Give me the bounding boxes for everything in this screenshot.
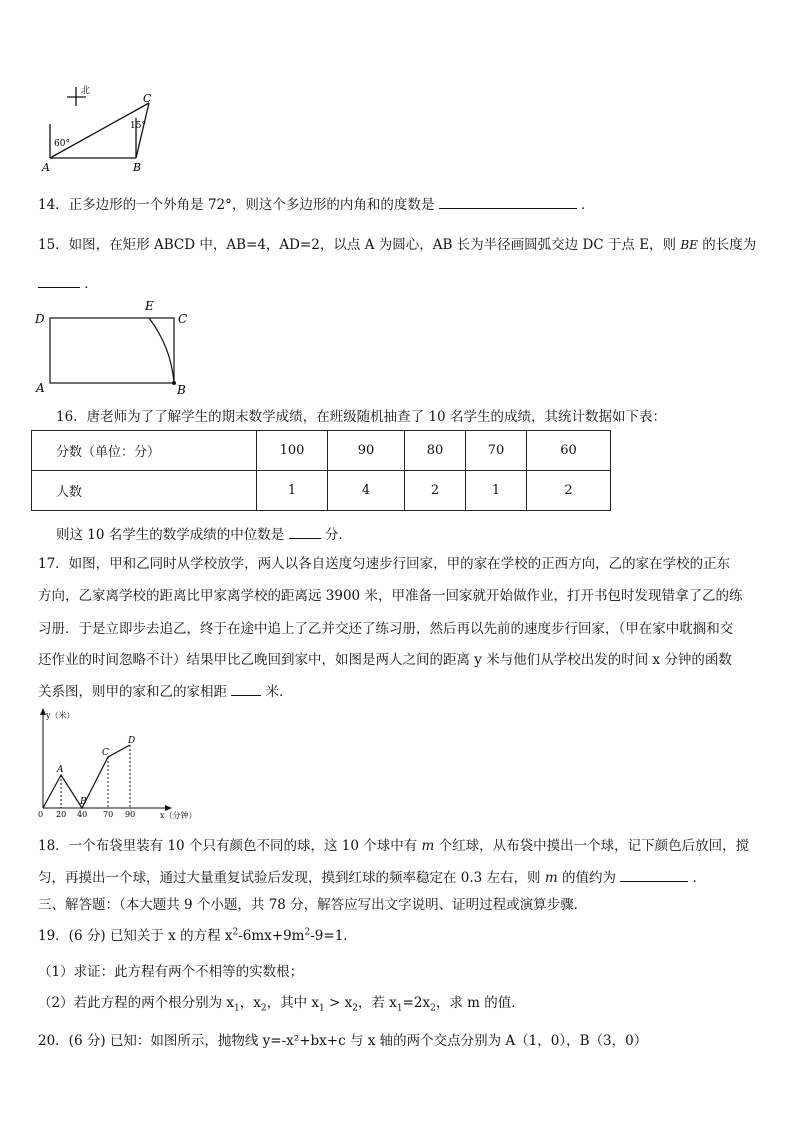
- table-row: [32, 471, 611, 511]
- question-17-line-4: 还作业的时间忽略不计）结果甲比乙晚回到家中，如图是两人之间的距离 y 米与他们从学校出发的时间 x 分钟的函数: [38, 652, 732, 668]
- tick-label: 90: [125, 810, 136, 819]
- question-17-line-1: 17．如图，甲和乙同时从学校放学，两人以各自送度匀速步行回家，甲的家在学校的正西方向，乙的家在学校的正东: [38, 556, 731, 572]
- point-b-dot: [172, 381, 176, 385]
- table-cell: 1: [257, 471, 328, 511]
- table-cell: 2: [527, 471, 611, 511]
- question-15-answer: ．: [38, 272, 98, 292]
- question-15: 15．如图，在矩形 ABCD 中，AB=4，AD=2，以点 A 为圆心，AB 长为半径画圆弧交边 DC 于点 E，则 BE 的长度为: [38, 237, 757, 253]
- bearing-diagram: [40, 82, 160, 174]
- table-row: [32, 431, 611, 471]
- question-18-line-1: 18．一个布袋里装有 10 个只有颜色不同的球，这 10 个球中有 m 个红球，从布袋中摸出一个球，记下颜色后放回，搅: [38, 838, 750, 854]
- question-17-line-3: 习册．于是立即步去追乙，终于在途中追上了乙并交还了练习册，然后再以先前的速度步行回家，（甲在家中耽搁和交: [38, 621, 734, 637]
- north-label: 北: [81, 86, 91, 96]
- question-18-line-2: 匀，再摸出一个球，通过大量重复试验后发现，摸到红球的频率稳定在 0.3 左右，则 m 的值约为 ．: [38, 870, 707, 886]
- point-a-label: A: [57, 765, 64, 775]
- point-b-label: B: [133, 161, 142, 174]
- point-c-label: C: [178, 312, 188, 326]
- arc-be-label: BE: [680, 238, 698, 252]
- point-d-label: D: [128, 736, 136, 746]
- table-cell: 100: [257, 431, 328, 471]
- point-b-label: B: [177, 383, 186, 396]
- question-14: 14．正多边形的一个外角是 72°，则这个多边形的内角和的度数是 ．: [38, 197, 595, 213]
- distance-time-graph: [34, 705, 214, 825]
- answer-blank: [620, 869, 688, 882]
- question-17-line-5: 关系图，则甲的家和乙的家相距 米．: [38, 684, 293, 700]
- question-19-part-1: （1）求证：此方程有两个不相等的实数根；: [38, 964, 304, 980]
- table-header-count: 人数: [32, 471, 257, 511]
- tick-label: 40: [77, 810, 88, 819]
- point-e-label: E: [145, 299, 154, 313]
- question-19: 19．(6 分) 已知关于 x 的方程 $x^2-6mx+9m^2-9=1$．: [38, 927, 357, 944]
- answer-blank: [38, 275, 80, 288]
- angle-a-label: 60°: [54, 139, 70, 149]
- point-c-label: C: [102, 748, 109, 758]
- point-c-label: C: [143, 92, 152, 105]
- answer-blank: [289, 526, 321, 539]
- point-a-label: A: [42, 161, 50, 174]
- table-header-score: 分数（单位：分）: [32, 431, 257, 471]
- question-20: 20．(6 分) 已知：如图所示，抛物线 y=-x²+bx+c 与 x 轴的两个交点分别为 A（1，0），B（3，0）: [38, 1033, 648, 1049]
- table-cell: 90: [328, 431, 405, 471]
- y-axis-label: y（米）: [46, 711, 75, 720]
- score-table: [31, 430, 611, 511]
- table-cell: 4: [328, 471, 405, 511]
- rectangle-arc-diagram: [32, 296, 192, 396]
- table-cell: 70: [466, 431, 527, 471]
- tick-label: 70: [103, 810, 114, 819]
- table-cell: 80: [405, 431, 466, 471]
- question-15-text: 15．如图，在矩形 ABCD 中，AB=4，AD=2，以点 A 为圆心，AB 长为半径画圆弧交边 DC 于点 E，则: [38, 237, 677, 253]
- answer-blank: [439, 196, 577, 209]
- tick-label: 20: [56, 810, 67, 819]
- origin-label: 0: [38, 810, 44, 819]
- table-cell: 60: [527, 431, 611, 471]
- question-14-text: 14．正多边形的一个外角是 72°，则这个多边形的内角和的度数是: [38, 197, 435, 213]
- point-d-label: D: [35, 312, 45, 326]
- question-19-part-2: （2）若此方程的两个根分别为 $x_1$，$x_2$，其中 $x_1 > x_2$，若 $x_1=2x_2$，求 m 的值．: [38, 995, 525, 1014]
- x-axis-label: x（分钟）: [160, 811, 197, 820]
- section-3-heading: 三、解答题：（本大题共 9 个小题，共 78 分，解答应写出文字说明、证明过程或演算步骤．: [38, 897, 588, 913]
- arc-be: [149, 318, 174, 383]
- point-b-label: B: [80, 797, 87, 807]
- angle-c-label: 15°: [130, 121, 146, 131]
- table-cell: 1: [466, 471, 527, 511]
- point-a-label: A: [36, 381, 45, 395]
- question-17-line-2: 方向，乙家离学校的距离比甲家离学校的距离远 3900 米，甲准备一回家就开始做作业，打开书包时发现错拿了乙的练: [38, 588, 743, 604]
- answer-blank: [231, 683, 261, 696]
- table-cell: 2: [405, 471, 466, 511]
- question-16: 16．唐老师为了了解学生的期末数学成绩，在班级随机抽查了 10 名学生的成绩，其统计数据如下表：: [56, 409, 666, 425]
- question-16-answer: 则这 10 名学生的数学成绩的中位数是 分．: [56, 527, 352, 543]
